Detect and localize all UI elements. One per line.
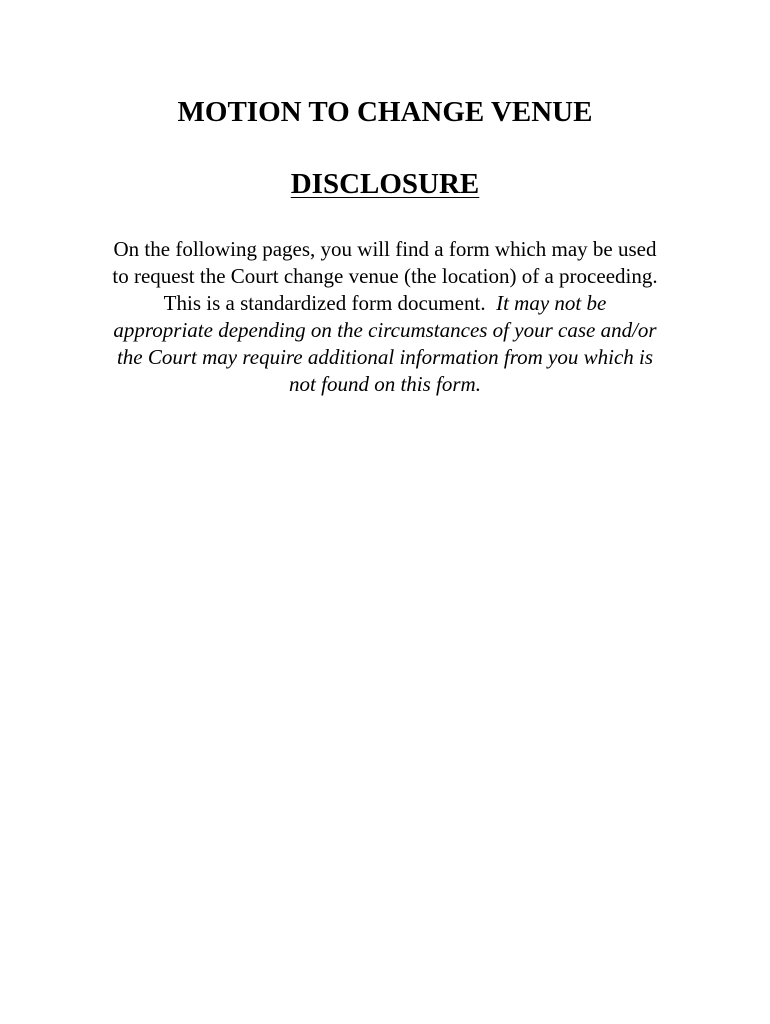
section-heading bbox=[0, 166, 770, 202]
paragraph-line-2: to request the Court change venue (the location) of a proceeding. bbox=[112, 264, 658, 288]
paragraph-line-6-italic: not found on this form. bbox=[289, 372, 481, 396]
paragraph-line-3-italic: It may not be bbox=[496, 291, 607, 315]
disclosure-paragraph bbox=[80, 236, 690, 398]
paragraph-line-4 bbox=[80, 317, 690, 344]
paragraph-line-3 bbox=[80, 290, 690, 317]
paragraph-line-5-italic: the Court may require additional information from you which is bbox=[116, 345, 654, 369]
paragraph-line-6 bbox=[80, 371, 690, 398]
disclosure-heading-text: DISCLOSURE bbox=[290, 168, 480, 200]
paragraph-line-3-plain: This is a standardized form document. bbox=[163, 291, 486, 315]
document-title: MOTION TO CHANGE VENUE bbox=[177, 96, 593, 128]
paragraph-line-5 bbox=[80, 344, 690, 371]
paragraph-line-4-italic: appropriate depending on the circumstances of your case and/or bbox=[113, 318, 657, 342]
paragraph-line-1: On the following pages, you will find a form which may be used bbox=[113, 237, 657, 261]
